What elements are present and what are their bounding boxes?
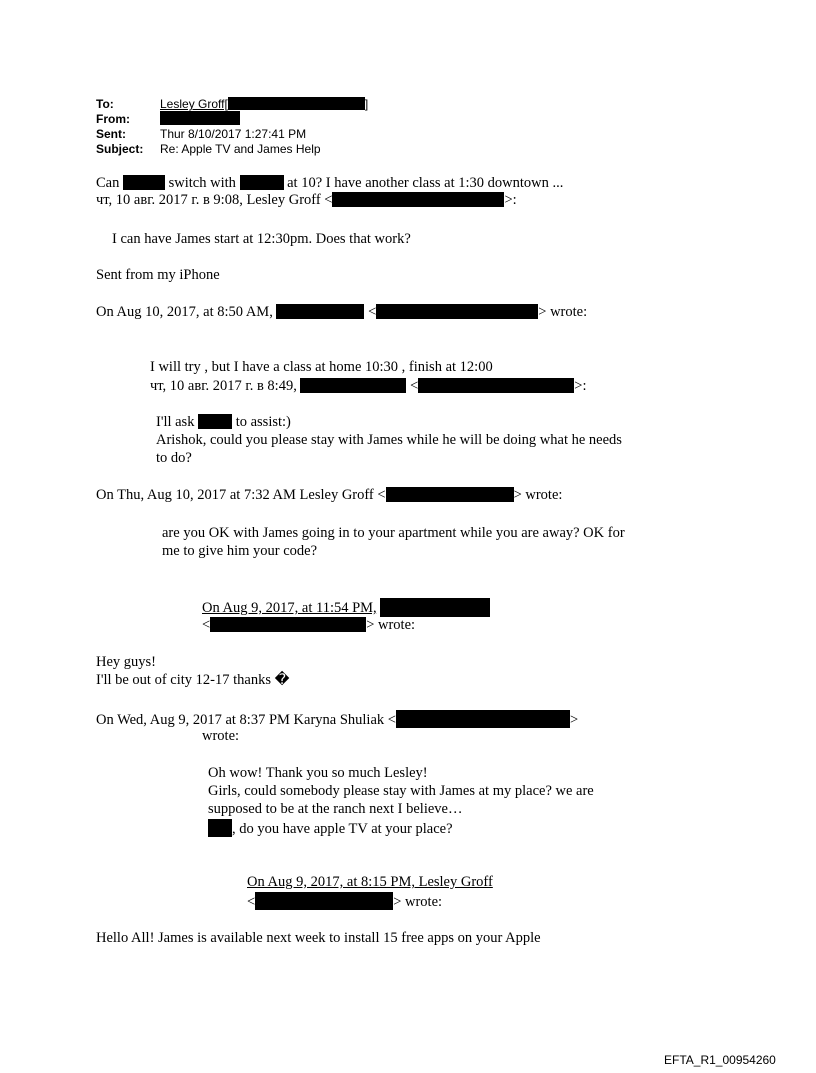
body-line: Sent from my iPhone [96,267,220,283]
to-close: ] [364,97,369,111]
body-line: I can have James start at 12:30pm. Does that work? [112,231,411,247]
body-line: Hey guys! [96,654,157,670]
to-value [160,97,368,111]
body-line: Oh wow! Thank you so much Lesley! [208,765,428,781]
body-line: On Aug 10, 2017, at 8:50 AM, < > wrote: [96,304,588,320]
body-line: wrote: [202,728,240,744]
body-line: On Thu, Aug 10, 2017 at 7:32 AM Lesley Groff < > wrote: [96,487,563,503]
from-label: From: [96,112,130,126]
document-id: EFTA_R1_00954260 [664,1053,776,1067]
redaction-box [332,192,504,207]
body-line: me to give him your code? [162,543,318,559]
body-line: are you OK with James going in to your apartment while you are away? OK for [162,525,625,541]
redaction-box [300,378,406,393]
body-line: < > wrote: [247,894,443,910]
redaction-box [418,378,574,393]
redaction-box [376,304,538,319]
to-name: Lesley Groff[ [160,97,228,111]
redaction-box [386,487,514,502]
sent-value: Thur 8/10/2017 1:27:41 PM [160,127,307,141]
body-line: Hello All! James is available next week to install 15 free apps on your Apple [96,930,541,946]
body-line: < > wrote: [202,617,416,633]
body-line: , do you have apple TV at your place? [208,819,453,838]
body-line: Can switch with at 10? I have another class at 1:30 downtown ... [96,175,564,191]
sent-label: Sent: [96,127,126,141]
body-line: On Aug 9, 2017, at 11:54 PM, [202,598,490,617]
redaction-box [276,304,364,319]
body-line: Arishok, could you please stay with James while he will be doing what he needs [156,432,622,448]
redaction-box [210,617,366,632]
body-line: чт, 10 авг. 2017 г. в 9:08, Lesley Groff < >: [96,192,517,208]
redaction-box [160,111,240,125]
redaction-box [255,892,393,910]
body-line: чт, 10 авг. 2017 г. в 8:49, < >: [150,378,587,394]
subject-value: Re: Apple TV and James Help [160,142,321,156]
to-label: To: [96,97,114,111]
body-line: to do? [156,450,192,466]
redaction-box [240,175,284,190]
body-line: I'll be out of city 12-17 thanks � [96,672,290,688]
redaction-box [380,598,490,617]
body-line: Girls, could somebody please stay with James at my place? we are [208,783,594,799]
body-line: supposed to be at the ranch next I believe… [208,801,463,817]
body-line: I will try , but I have a class at home 10:30 , finish at 12:00 [150,359,493,375]
redaction-box [228,97,365,110]
body-line: On Wed, Aug 9, 2017 at 8:37 PM Karyna Shuliak < > [96,712,579,728]
body-line: On Aug 9, 2017, at 8:15 PM, Lesley Groff [247,874,493,890]
redaction-box [396,710,570,728]
redaction-box [123,175,165,190]
redaction-box [208,819,232,837]
body-line: I'll ask to assist:) [156,414,291,430]
subject-label: Subject: [96,142,144,156]
redaction-box [198,414,232,429]
